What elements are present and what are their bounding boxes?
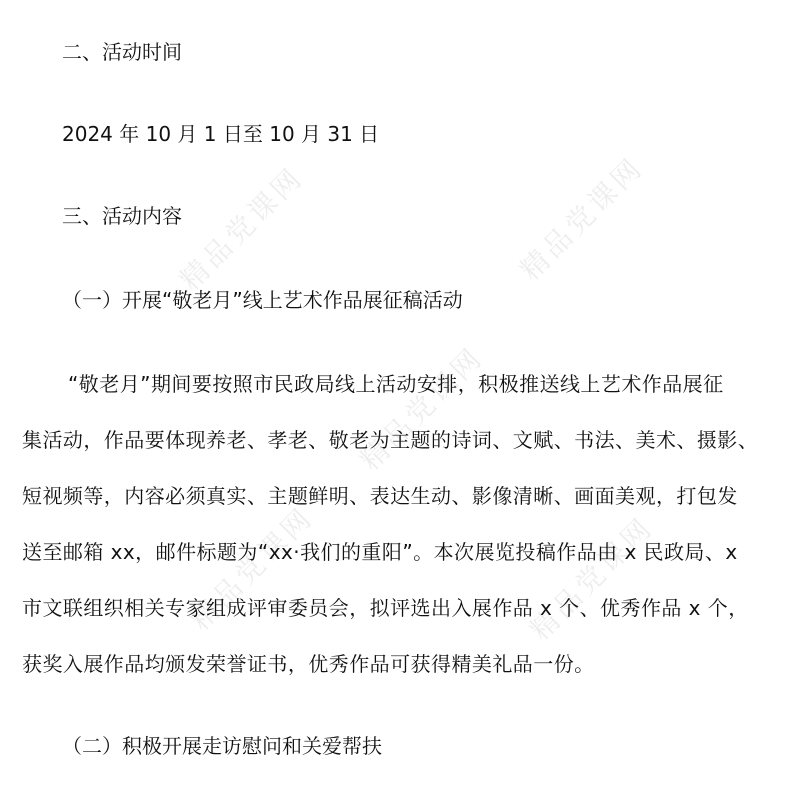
subsection-heading-1: （一）开展“敬老月”线上艺术作品展征稿活动 xyxy=(62,288,463,312)
watermark-text: 精品党课网 xyxy=(183,500,321,637)
paragraph-line: 送至邮箱 xx，邮件标题为“xx·我们的重阳”。本次展览投稿作品由 x 民政局、x xyxy=(22,540,738,564)
section-heading-content: 三、活动内容 xyxy=(62,204,182,228)
watermark-text: 精品党课网 xyxy=(353,340,491,477)
paragraph-line: 短视频等，内容必须真实、主题鲜明、表达生动、影像清晰、画面美观，打包发 xyxy=(22,484,738,508)
paragraph-line: 获奖入展作品均颁发荣誉证书，优秀作品可获得精美礼品一份。 xyxy=(22,652,595,676)
watermark-text: 精品党课网 xyxy=(523,510,661,647)
section-heading-time: 二、活动时间 xyxy=(62,40,182,64)
paragraph-line: 市文联组织相关专家组成评审委员会，拟评选出入展作品 x 个、优秀作品 x 个， xyxy=(22,596,749,620)
paragraph-line: 集活动，作品要体现养老、孝老、敬老为主题的诗词、文赋、书法、美术、摄影、 xyxy=(22,428,759,452)
subsection-heading-2: （二）积极开展走访慰问和关爱帮扶 xyxy=(62,734,382,758)
watermark-text: 精品党课网 xyxy=(513,150,651,287)
paragraph-line: “敬老月”期间要按照市民政局线上活动安排，积极推送线上艺术作品展征 xyxy=(68,372,724,396)
date-range: 2024 年 10 月 1 日至 10 月 31 日 xyxy=(62,122,380,146)
watermark-text: 精品党课网 xyxy=(173,160,311,297)
